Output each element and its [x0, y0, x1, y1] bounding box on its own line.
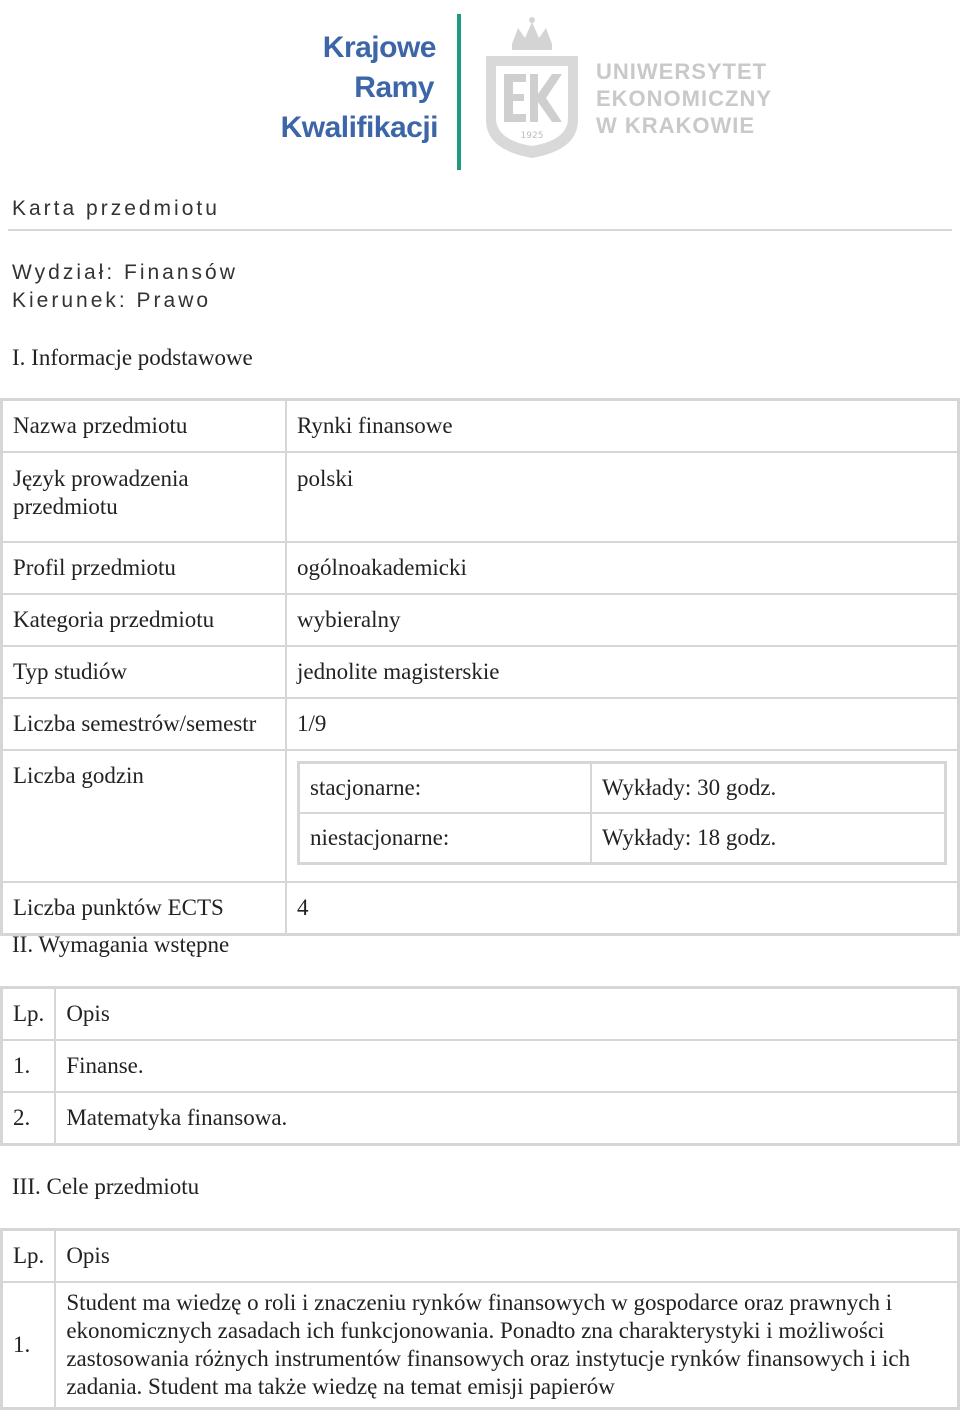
table-row [2, 1040, 958, 1092]
table-row [2, 400, 958, 452]
hours-table [297, 761, 947, 865]
row-value: 4 [286, 882, 958, 934]
requirements-table [0, 986, 960, 1146]
row-label: Liczba punktów ECTS [2, 882, 286, 934]
table-row [2, 1092, 958, 1144]
hours-cell [286, 750, 958, 882]
row-value: 1/9 [286, 698, 958, 750]
row-number: 2. [2, 1092, 55, 1144]
row-label: Nazwa przedmiotu [2, 400, 286, 452]
row-label: Liczba godzin [2, 750, 286, 882]
hours-value: Wykłady: 30 godz. [591, 763, 945, 813]
table-row [2, 594, 958, 646]
row-value: polski [286, 452, 958, 542]
university-name: UNIWERSYTET EKONOMICZNY W KRAKOWIE [596, 59, 772, 138]
row-label: Kategoria przedmiotu [2, 594, 286, 646]
table-row [2, 452, 958, 542]
row-number: 1. [2, 1282, 55, 1408]
row-label: Typ studiów [2, 646, 286, 698]
table-header-row [2, 1230, 958, 1282]
table-row [2, 646, 958, 698]
document-title: Karta przedmiotu [12, 197, 220, 220]
faculty: Wydział: Finansów [12, 261, 238, 284]
table-row [2, 1282, 958, 1408]
section-heading-requirements: II. Wymagania wstępne [12, 932, 230, 957]
header-logos [0, 0, 960, 180]
hours-row [299, 813, 945, 863]
table-row [2, 882, 958, 934]
row-label: Profil przedmiotu [2, 542, 286, 594]
row-value: ogólnoakademicki [286, 542, 958, 594]
column-header-lp: Lp. [2, 988, 55, 1040]
column-header-desc: Opis [55, 1230, 958, 1282]
university-crest-icon [482, 10, 582, 160]
table-row [2, 542, 958, 594]
krk-logo: Krajowe Ramy Kwalifikacji [280, 31, 438, 144]
table-header-row [2, 988, 958, 1040]
row-value: jednolite magisterskie [286, 646, 958, 698]
hours-value: Wykłady: 18 godz. [591, 813, 945, 863]
basic-info-table [0, 398, 960, 936]
column-header-desc: Opis [55, 988, 958, 1040]
goals-table [0, 1228, 960, 1410]
hours-row [299, 763, 945, 813]
logo-divider [457, 14, 461, 170]
row-value: wybieralny [286, 594, 958, 646]
title-divider [8, 229, 952, 231]
section-heading-basic-info: I. Informacje podstawowe [12, 345, 253, 370]
row-description: Student ma wiedzę o roli i znaczeniu rynków finansowych w gospodarce oraz prawnych i ekonomicznych zasadach ich funkcjonowania. Ponadto zna charakterystyki i możliwości zastosowania różnych instrumentów finansowych oraz instytucje rynków finansowych i ich zadania. Student ma także wiedzę na temat emisji papierów [55, 1282, 958, 1408]
column-header-lp: Lp. [2, 1230, 55, 1282]
row-label: Liczba semestrów/semestr [2, 698, 286, 750]
row-description: Matematyka finansowa. [55, 1092, 958, 1144]
row-value: Rynki finansowe [286, 400, 958, 452]
table-row [2, 698, 958, 750]
row-label: Język prowadzenia przedmiotu [2, 452, 286, 542]
row-description: Finanse. [55, 1040, 958, 1092]
table-row-hours [2, 750, 958, 882]
section-heading-goals: III. Cele przedmiotu [12, 1174, 200, 1199]
study-mode: niestacjonarne: [299, 813, 591, 863]
crest-year: 1925 [520, 131, 544, 141]
field-of-study: Kierunek: Prawo [12, 289, 212, 312]
row-number: 1. [2, 1040, 55, 1092]
study-mode: stacjonarne: [299, 763, 591, 813]
